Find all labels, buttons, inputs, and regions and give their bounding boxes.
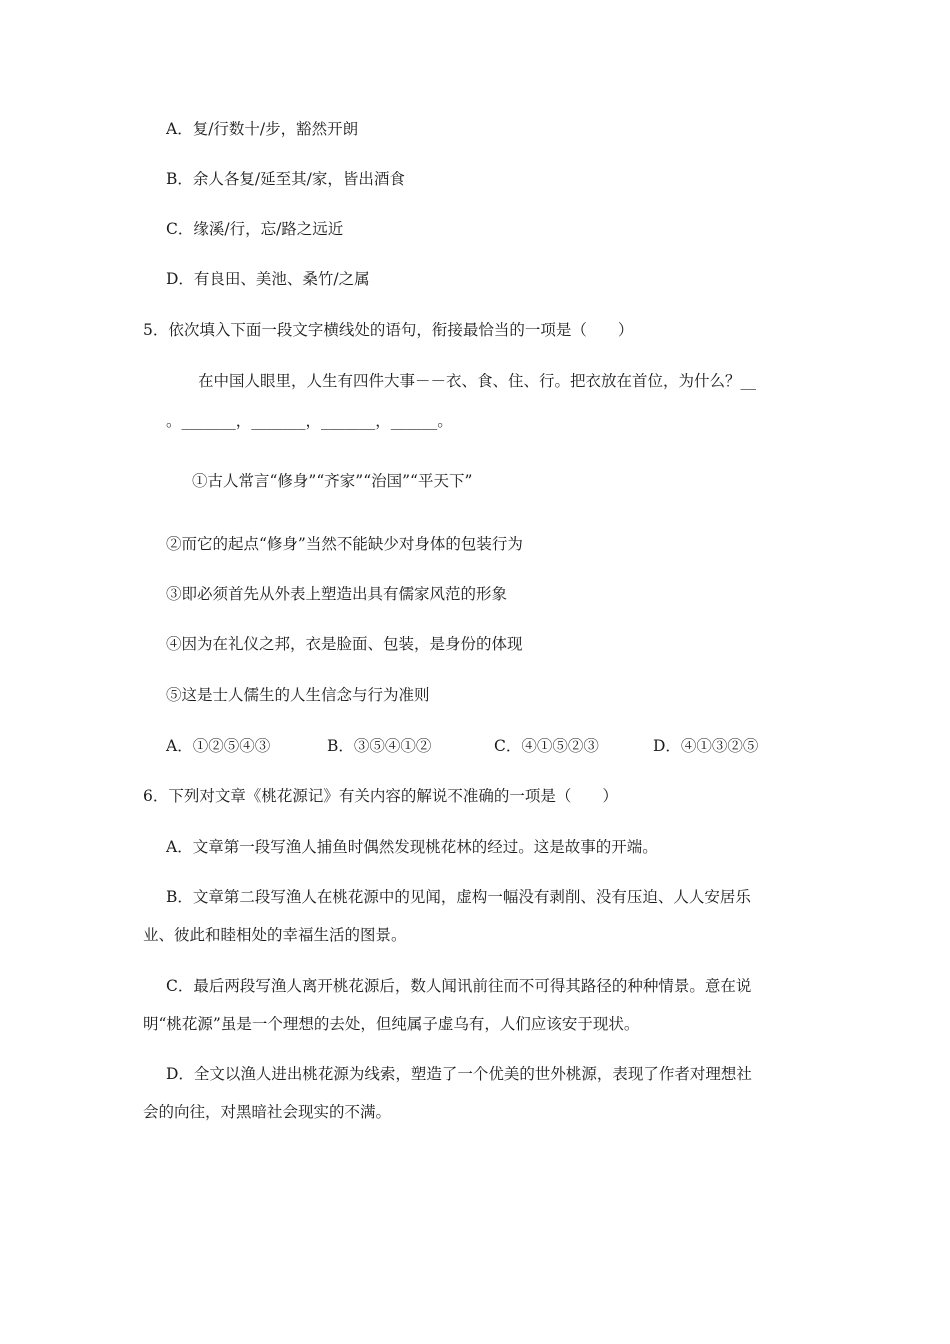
q5-passage-line-2: 。_______，_______，_______，______。 <box>166 412 453 430</box>
q5-choice-d: D．④①③②⑤ <box>653 737 759 755</box>
q6-option-b-line-2: 业、彼此和睦相处的幸福生活的图景。 <box>143 926 407 944</box>
q5-passage-line-1: 在中国人眼里，人生有四件大事－－衣、食、住、行。把衣放在首位，为什么？__ <box>198 372 757 390</box>
q5-sentence-2: ②而它的起点“修身”当然不能缺少对身体的包装行为 <box>166 535 523 553</box>
q5-sentence-4: ④因为在礼仪之邦，衣是脸面、包装，是身份的体现 <box>166 635 523 653</box>
q6-option-d-line-2: 会的向往，对黑暗社会现实的不满。 <box>143 1103 392 1121</box>
q4-option-c: C．缘溪/行，忘/路之远近 <box>166 220 344 238</box>
q6-option-c-line-1: C．最后两段写渔人离开桃花源后，数人闻讯前往而不可得其路径的种种情景。意在说 <box>166 977 752 995</box>
q5-sentence-3: ③即必须首先从外表上塑造出具有儒家风范的形象 <box>166 585 508 603</box>
q6-stem: 6．下列对文章《桃花源记》有关内容的解说不准确的一项是（ ） <box>143 787 618 805</box>
q5-choice-b: B．③⑤④①② <box>327 737 432 755</box>
q6-option-b-line-1: B．文章第二段写渔人在桃花源中的见闻，虚构一幅没有剥削、没有压迫、人人安居乐 <box>166 888 751 906</box>
q4-option-d: D．有良田、美池、桑竹/之属 <box>166 270 370 288</box>
q5-choice-a: A．①②⑤④③ <box>166 737 271 755</box>
q6-option-d-line-1: D．全文以渔人进出桃花源为线索，塑造了一个优美的世外桃源，表现了作者对理想社 <box>166 1065 752 1083</box>
q5-choice-c: C．④①⑤②③ <box>494 737 599 755</box>
q4-option-b: B．余人各复/延至其/家，皆出酒食 <box>166 170 405 188</box>
q5-sentence-1: ①古人常言“修身”“齐家”“治国”“平天下” <box>192 472 473 490</box>
q6-option-c-line-2: 明“桃花源”虽是一个理想的去处，但纯属子虚乌有，人们应该安于现状。 <box>143 1015 640 1033</box>
q6-option-a: A．文章第一段写渔人捕鱼时偶然发现桃花林的经过。这是故事的开端。 <box>166 838 658 856</box>
q4-option-a: A．复/行数十/步，豁然开朗 <box>166 120 359 138</box>
q5-sentence-5: ⑤这是士人儒生的人生信念与行为准则 <box>166 686 430 704</box>
q5-stem: 5．依次填入下面一段文字横线处的语句，衔接最恰当的一项是（ ） <box>143 321 634 339</box>
